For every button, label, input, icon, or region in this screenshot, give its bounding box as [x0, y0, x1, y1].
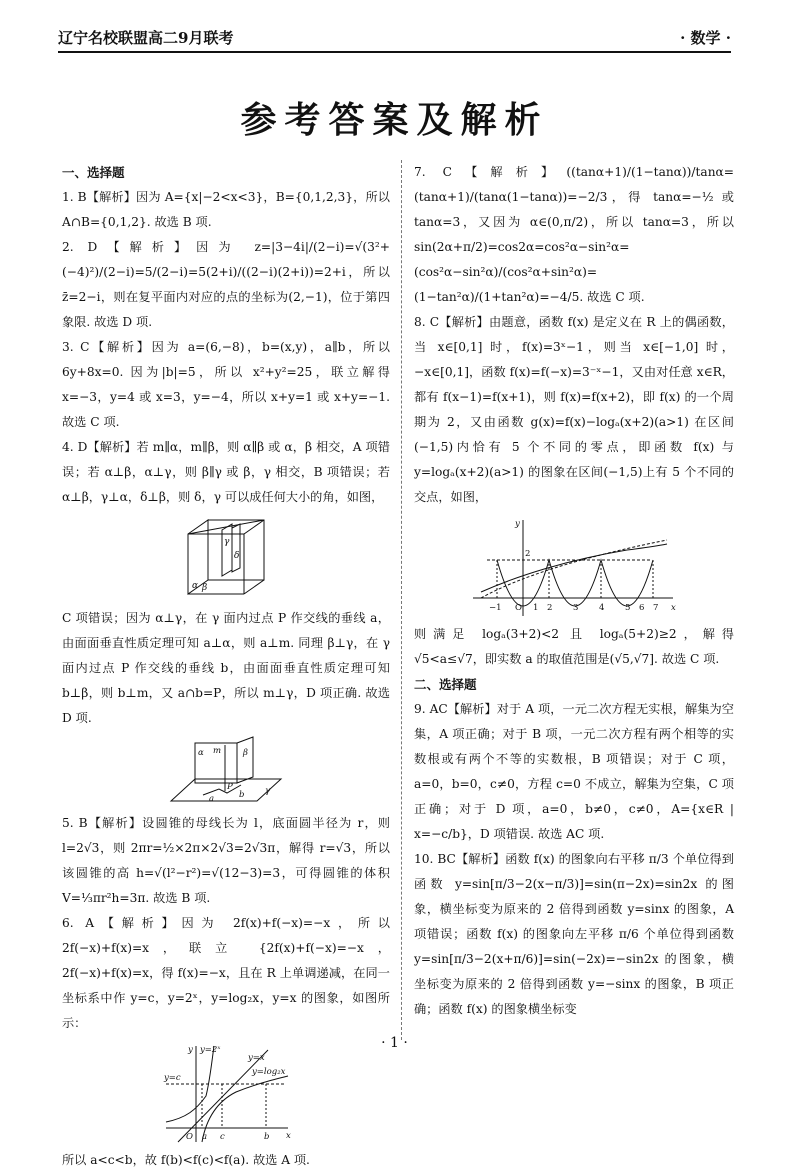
fig4-label-beta: β	[202, 583, 208, 593]
fig8-tick-origin: O	[515, 603, 522, 613]
fig6-label-ylog: y=log₂x	[252, 1067, 286, 1077]
answer-8-continued: 则满足 logₐ(3+2)<2 且 logₐ(5+2)≥2，解得√5<a≤√7，即实数 a 的取值范围是(√5,√7]. 故选 C 项.	[414, 627, 734, 666]
fig6-label-x: x	[286, 1131, 291, 1141]
answer-4: 4. D【解析】若 m∥α，m∥β，则 α∥β 或 α，β 相交，A 项错误；若 α⊥β，α⊥γ，则 β∥γ 或 β，γ 相交，B 项错误；若 α⊥β，γ⊥α，δ⊥β，则 δ，γ 可以成任何大小的角，如图，	[62, 440, 390, 504]
fig8-tick-6: 6	[639, 603, 645, 613]
answer-10: 10. BC【解析】函数 f(x) 的图象向右平移 π/3 个单位得到函数 y=sin[π/3−2(x−π/3)]=sin(π−2x)=sin2x 的图象，横坐标变为原来的 2 倍得到函数 y=sinx 的图象，A 项错误；函数 f(x) 的图象向左平移 π/6 个单位得到函数 y=sin[π/3−2(x+π/6)]=sin(−2x)=−sin2x 的图象，横坐标变为原来的 2 倍得到函数 y=−sinx 的图象，B 项正确；函数 f(x) 的图象横坐标变	[414, 852, 734, 1016]
section-heading-choice: 一、选择题	[62, 165, 125, 180]
header-exam-name: 辽宁名校联盟高二9月联考	[58, 29, 234, 47]
fig8-tick-3: 3	[573, 603, 579, 613]
fig4b-label-gamma: γ	[265, 786, 271, 796]
header-subject: · 数学 ·	[680, 29, 731, 47]
section-heading-multi-choice: 二、选择题	[414, 677, 477, 692]
answer-2: 2. D【解析】因为 z=|3−4i|/(2−i)=√(3²+(−4)²)/(2−i)=5/(2−i)=5(2+i)/((2−i)(2+i))=2+i，所以 z̄=2−i，则在复平面内对应的点的坐标为(2,−1)，位于第四象限. 故选 D 项.	[62, 240, 390, 329]
fig8-tick-4: 4	[599, 603, 605, 613]
fig4b-label-p: P	[227, 782, 233, 792]
fig8-label-2: 2	[525, 549, 531, 559]
fig4b-label-b: b	[239, 790, 245, 800]
answer-6-continued: 所以 a<c<b，故 f(b)<f(c)<f(a). 故选 A 项.	[62, 1153, 310, 1167]
fig8-label-y: y	[515, 519, 520, 529]
fig6-label-b: b	[264, 1132, 270, 1142]
figure-8-periodic-graph	[467, 514, 681, 618]
fig6-label-origin: O	[186, 1132, 193, 1142]
answer-4-continued: C 项错误；因为 α⊥γ，在 γ 面内过点 P 作交线的垂线 a，由面面垂直性质定理可知 a⊥α，则 a⊥m. 同理 β⊥γ，在 γ 面内过点 P 作交线的垂线 b，由面面垂直性质定理可知 b⊥β，则 b⊥m，又 a∩b=P，所以 m⊥γ，D 项正确. 故选 D 项.	[62, 611, 390, 725]
fig4b-label-beta: β	[243, 748, 248, 758]
answer-6: 6. A【解析】因为 2f(x)+f(−x)=−x，所以 2f(−x)+f(x)=x，联立 {2f(x)+f(−x)=−x，2f(−x)+f(x)=x，得 f(x)=−x，且在 R 上单调递减，在同一坐标系中作 y=c，y=2ˣ，y=log₂x，y=x 的图象，如图所示：	[62, 916, 390, 1030]
answer-3: 3. C【解析】因为 a=(6,−8)，b=(x,y)，a∥b，所以 6y+8x=0. 因为|b|=5，所以 x²+y²=25，联立解得 x=−3，y=4 或 x=3，y=−4，所以 x+y=1 或 x+y=−1. 故选 C 项.	[62, 340, 390, 429]
fig8-label-x: x	[671, 603, 676, 613]
fig4b-label-a: a	[209, 794, 215, 804]
figure-4-planes	[178, 514, 274, 602]
fig8-tick-1: 1	[533, 603, 539, 613]
figure-6-function-graphs	[156, 1040, 296, 1144]
right-column	[414, 160, 734, 1022]
page-header	[58, 18, 731, 53]
fig8-tick-7: 7	[653, 603, 659, 613]
fig4b-label-alpha: α	[198, 748, 204, 758]
page-title: 参考答案及解析	[240, 100, 549, 141]
fig6-label-c: c	[220, 1132, 225, 1142]
answer-7: 7. C【解析】((tanα+1)/(1−tanα))/tanα=(tanα+1)/(tanα(1−tanα))=−2/3，得 tanα=−½ 或 tanα=3，又因为 α∈(0,π/2)，所以 tanα=3，所以 sin(2α+π/2)=cos2α=cos²α−sin²α=(cos²α−sin²α)/(cos²α+sin²α)=(1−tan²α)/(1+tan²α)=−4/5. 故选 C 项.	[414, 165, 734, 304]
left-column	[62, 160, 390, 1173]
fig8-tick-2: 2	[547, 603, 553, 613]
page-number: · 1 ·	[381, 1035, 408, 1051]
answer-9: 9. AC【解析】对于 A 项，一元二次方程无实根，解集为空集，A 项正确；对于 B 项，一元二次方程有两个相等的实数根或有两个不等的实数根，B 项错误；对于 C 项，a=0，b=0，c≠0，方程 c=0 不成立，解集为空集，C 项正确；对于 D 项，a=0，b≠0，c≠0，A={x∈R | x=−c/b}，D 项错误. 故选 AC 项.	[414, 702, 734, 841]
fig4b-label-m: m	[213, 746, 222, 756]
fig6-label-a: a	[202, 1132, 208, 1142]
figure-4-perpendicular-planes	[167, 735, 285, 807]
answer-1: 1. B【解析】因为 A={x|−2<x<3}，B={0,1,2,3}，所以 A∩B={0,1,2}. 故选 B 项.	[62, 190, 390, 229]
fig8-tick-neg1: −1	[489, 603, 502, 613]
fig6-label-y: y	[188, 1045, 193, 1055]
fig6-label-yc: y=c	[164, 1073, 181, 1083]
column-divider	[401, 160, 402, 1040]
fig4-label-alpha: α	[192, 581, 199, 591]
answer-5: 5. B【解析】设圆锥的母线长为 l，底面圆半径为 r，则 l=2√3，则 2πr=½×2π×2√3=2√3π，解得 r=√3，所以该圆锥的高 h=√(l²−r²)=√(12−3)=3，可得圆锥的体积 V=⅓πr²h=3π. 故选 B 项.	[62, 816, 390, 905]
fig4-label-delta: δ	[234, 551, 240, 561]
fig6-label-yx: y=x	[248, 1053, 265, 1063]
fig6-label-y2x: y=2ˣ	[200, 1045, 221, 1055]
answer-8: 8. C【解析】由题意，函数 f(x) 是定义在 R 上的偶函数，当 x∈[0,1] 时，f(x)=3ˣ−1，则当 x∈[−1,0] 时，−x∈[0,1]，函数 f(x)=f(−x)=3⁻ˣ−1，又由对任意 x∈R，都有 f(x−1)=f(x+1)，则 f(x)=f(x+2)，即 f(x) 的一个周期为 2，又由函数 g(x)=f(x)−logₐ(x+2)(a>1) 在区间(−1,5)内恰有 5 个不同的零点，即函数 f(x) 与 y=logₐ(x+2)(a>1) 的图象在区间(−1,5)上有 5 个不同的交点，如图，	[414, 315, 734, 504]
fig4-label-gamma: γ	[224, 537, 230, 547]
fig8-tick-5: 5	[625, 603, 631, 613]
